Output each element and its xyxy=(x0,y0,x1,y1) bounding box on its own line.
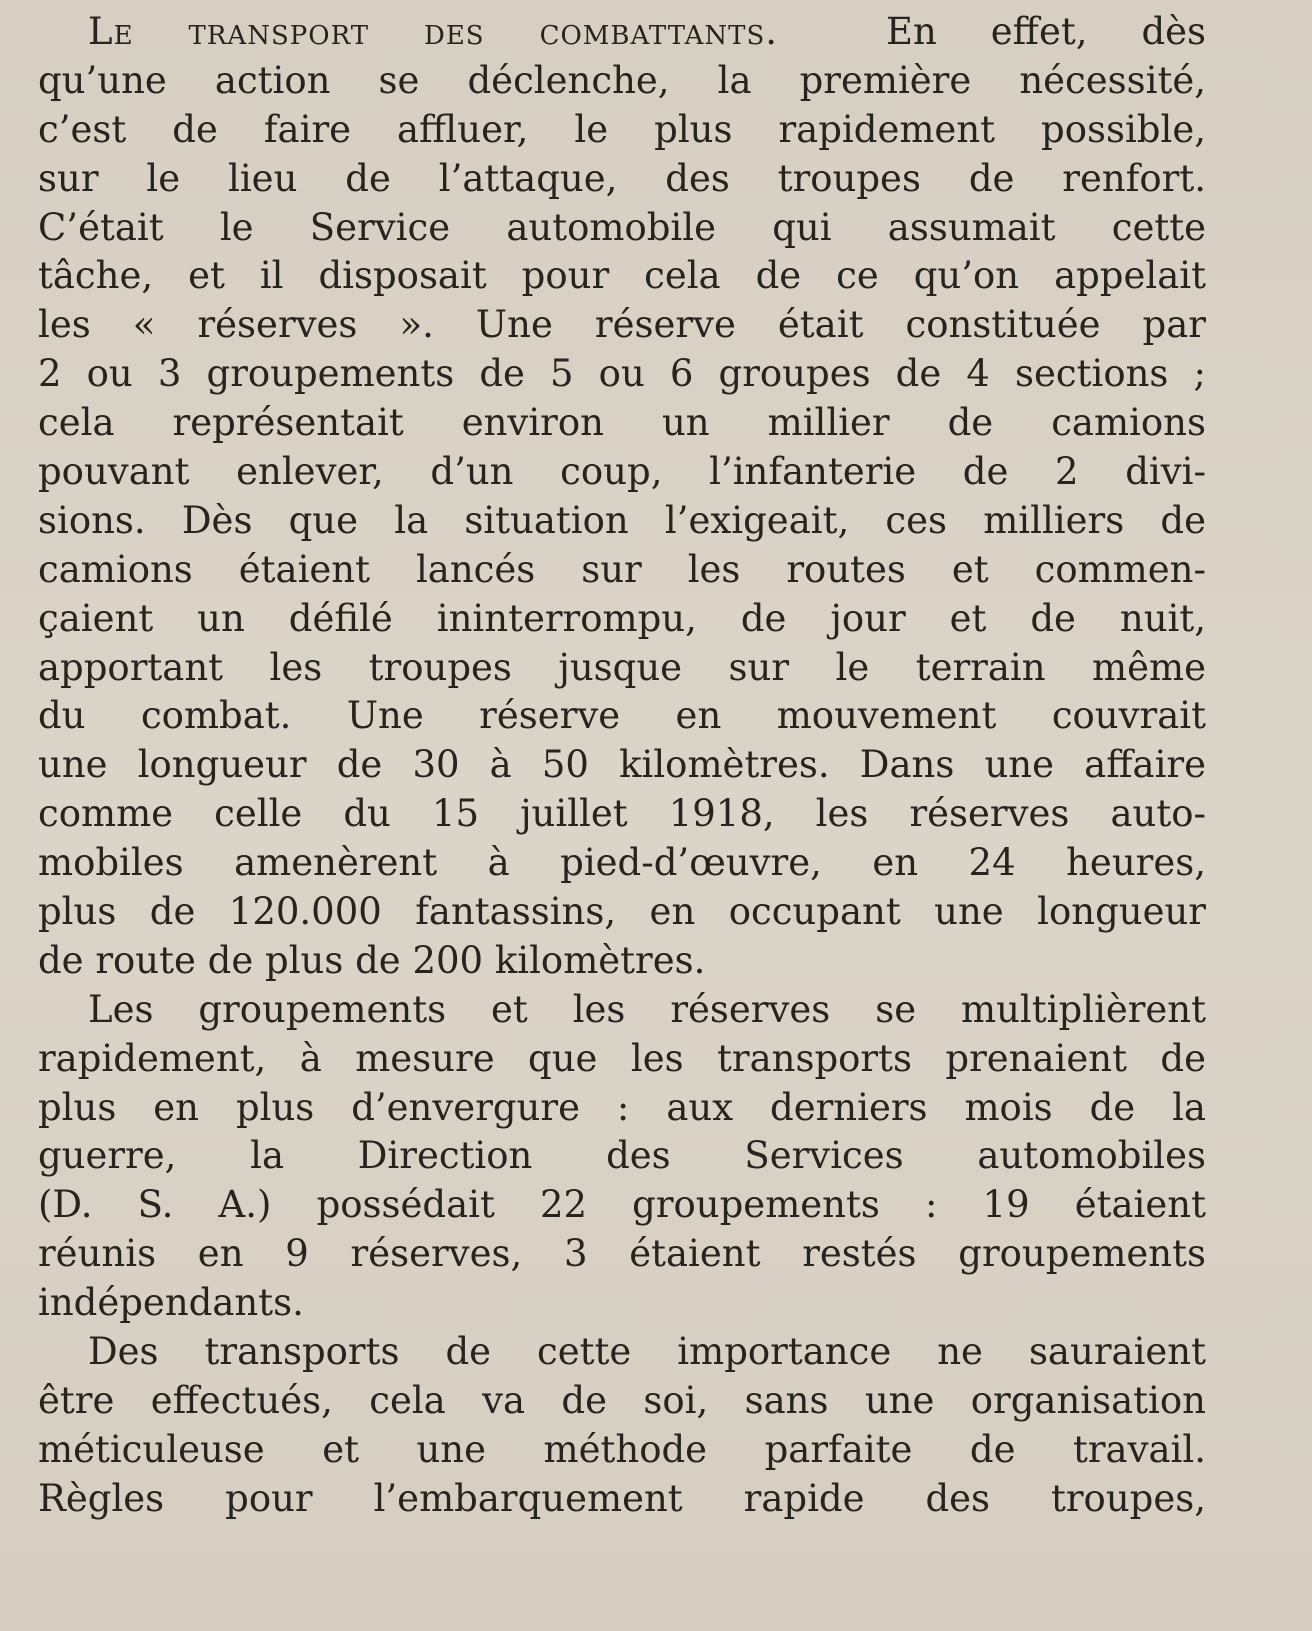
text-line: une longueur de 30 à 50 kilomètres. Dans une affaire xyxy=(38,743,1206,787)
text-line: les « réserves ». Une réserve était constituée par xyxy=(38,303,1206,347)
section-heading: Le transport des combattants. xyxy=(88,10,779,53)
text-line: de route de plus de 200 kilomètres. xyxy=(38,938,706,982)
text-line: apportant les troupes jusque sur le terrain même xyxy=(38,645,1206,689)
text-line: mobiles amenèrent à pied-d’œuvre, en 24 heures, xyxy=(38,841,1206,885)
text-line: Le transport des combattants. En effet, dès xyxy=(88,10,1207,53)
text-line: rapidement, à mesure que les transports prenaient de xyxy=(38,1036,1206,1080)
text-line: sions. Dès que la situation l’exigeait, ces milliers de xyxy=(38,498,1206,542)
text-line: c’est de faire affluer, le plus rapidement possible, xyxy=(38,107,1206,151)
text-line: Des transports de cette importance ne sauraient xyxy=(88,1330,1206,1374)
text-line: méticuleuse et une méthode parfaite de travail. xyxy=(38,1427,1206,1471)
document-page xyxy=(38,8,1206,1524)
text-line: être effectués, cela va de soi, sans une organisation xyxy=(38,1378,1206,1422)
text-line: indépendants. xyxy=(38,1281,304,1325)
text-line: comme celle du 15 juillet 1918, les réserves auto- xyxy=(38,792,1206,836)
text-line: cela représentait environ un millier de camions xyxy=(38,401,1206,445)
text-line: guerre, la Direction des Services automobiles xyxy=(38,1134,1206,1178)
text-line: plus en plus d’envergure : aux derniers mois de la xyxy=(38,1085,1206,1129)
text-line: camions étaient lancés sur les routes et commen- xyxy=(38,547,1206,591)
text-line: plus de 120.000 fantassins, en occupant une longueur xyxy=(38,890,1206,934)
text-line: 2 ou 3 groupements de 5 ou 6 groupes de 4 sections ; xyxy=(38,352,1206,396)
text-line: C’était le Service automobile qui assumait cette xyxy=(38,205,1206,249)
text-line: sur le lieu de l’attaque, des troupes de renfort. xyxy=(38,156,1206,200)
text-line: Règles pour l’embarquement rapide des troupes, xyxy=(38,1476,1206,1520)
text-line: du combat. Une réserve en mouvement couvrait xyxy=(38,694,1206,738)
text-line: Les groupements et les réserves se multiplièrent xyxy=(88,987,1206,1031)
text-line: réunis en 9 réserves, 3 étaient restés groupements xyxy=(38,1232,1206,1276)
text-line: çaient un défilé ininterrompu, de jour et de nuit, xyxy=(38,596,1206,640)
text-line: (D. S. A.) possédait 22 groupements : 19 étaient xyxy=(38,1183,1206,1227)
text-line: tâche, et il disposait pour cela de ce qu’on appelait xyxy=(38,254,1206,298)
text-line: pouvant enlever, d’un coup, l’infanterie de 2 divi- xyxy=(38,450,1206,494)
text-line: qu’une action se déclenche, la première nécessité, xyxy=(38,58,1206,102)
